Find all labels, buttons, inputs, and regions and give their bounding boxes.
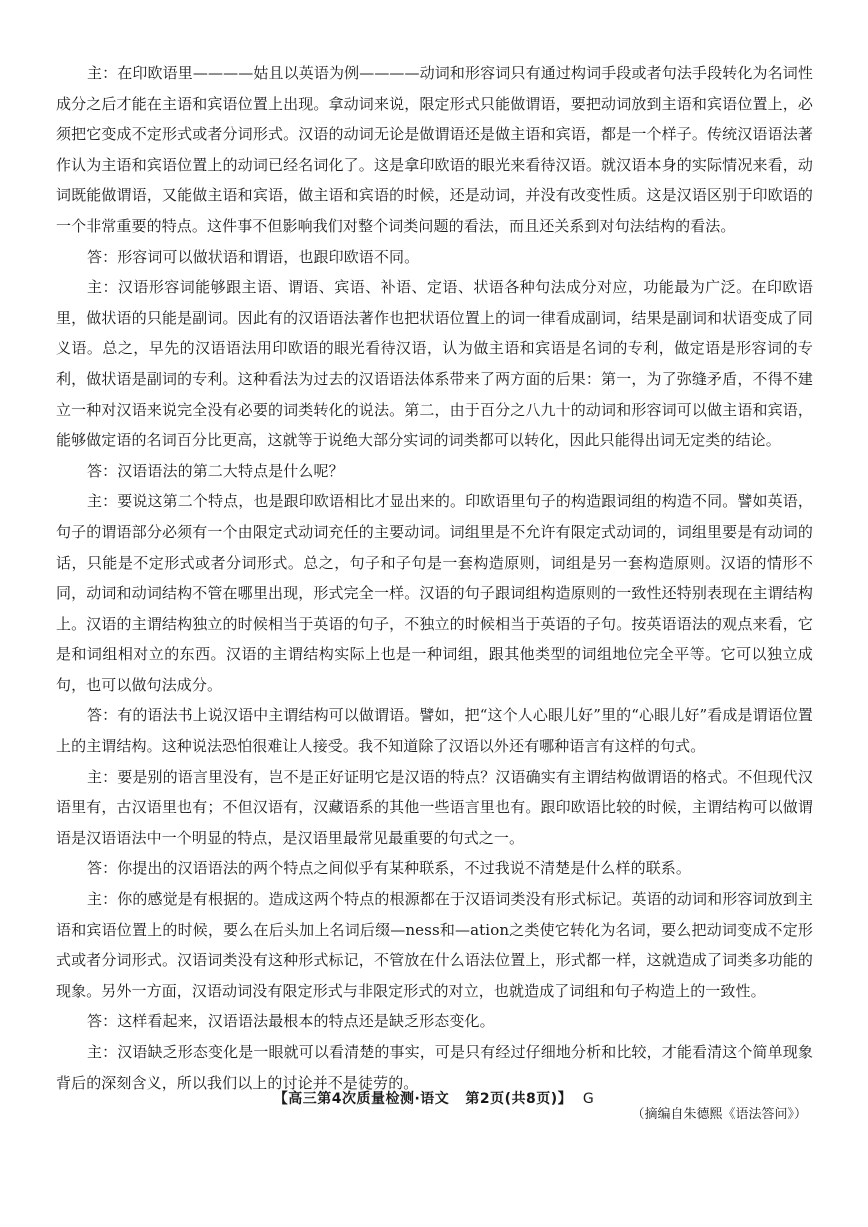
dialogue-paragraph-6: 答：有的语法书上说汉语中主谓结构可以做谓语。譬如，把“这个人心眼儿好”里的“心眼儿好”看成是谓语位置上的主谓结构。这种说法恐怕很难让人接受。我不知道除了汉语以外还有哪种语言有这样的句式。 [56,706,813,756]
dialogue-paragraph-9: 主：你的感觉是有根据的。造成这两个特点的根源都在于汉语词类没有形式标记。英语的动词和形容词放到主语和宾语位置上的时候，要么在后头加上名词后缀—ness和—ation之类使它转化为名词，要么把动词变成不定形式或者分词形式。汉语词类没有这种形式标记，不管放在什么语法位置上，形式都一样，这就造成了词类多功能的现象。另外一方面，汉语动词没有限定形式与非限定形式的对立，也就造成了词组和句子构造上的一致性。 [56,890,813,1000]
page-footer [0,1088,868,1108]
dialogue-paragraph-5: 主：要说这第二个特点，也是跟印欧语相比才显出来的。印欧语里句子的构造跟词组的构造不同。譬如英语，句子的谓语部分必须有一个由限定式动词充任的主要动词。词组里是不允许有限定式动词的，词组里要是有动词的话，只能是不定形式或者分词形式。总之，句子和子句是一套构造原则，词组是另一套构造原则。汉语的情形不同，动词和动词结构不管在哪里出现，形式完全一样。汉语的句子跟词组构造原则的一致性还特别表现在主谓结构上。汉语的主谓结构独立的时候相当于英语的句子，不独立的时候相当于英语的子句。按英语语法的观点来看，它是和词组相对立的东西。汉语的主谓结构实际上也是一种词组，跟其他类型的词组地位完全平等。它可以独立成句，也可以做句法成分。 [56,492,813,694]
dialogue-paragraph-2: 答：形容词可以做状语和谓语，也跟印欧语不同。 [87,247,420,266]
footer-exam-title: 【高三第4次质量检测·语文 [273,1091,450,1107]
dialogue-paragraph-3: 主：汉语形容词能够跟主语、谓语、宾语、补语、定语、状语各种句法成分对应，功能最为广泛。在印欧语里，做状语的只能是副词。因此有的汉语语法著作也把状语位置上的词一律看成副词，结果是副词和状语变成了同义语。总之，早先的汉语语法用印欧语的眼光看待汉语，认为做主语和宾语是名词的专利，做定语是形容词的专利，做状语是副词的专利。这种看法为过去的汉语语法体系带来了两方面的后果：第一，为了弥缝矛盾，不得不建立一种对汉语来说完全没有必要的词类转化的说法。第二，由于百分之八九十的动词和形容词可以做主语和宾语，能够做定语的名词百分比更高，这就等于说绝大部分实词的词类都可以转化，因此只能得出词无定类的结论。 [56,278,813,450]
source-citation: （摘编自朱德熙《语法答问》） [631,1107,807,1123]
dialogue-paragraph-1: 主：在印欧语里————姑且以英语为例————动词和形容词只有通过构词手段或者句法手段转化为名词性成分之后才能在主语和宾语位置上出现。拿动词来说，限定形式只能做谓语，要把动词放到主语和宾语位置上，必须把它变成不定形式或者分词形式。汉语的动词无论是做谓语还是做主语和宾语，都是一个样子。传统汉语语法著作认为主语和宾语位置上的动词已经名词化了。这是拿印欧语的眼光来看待汉语。就汉语本身的实际情况来看，动词既能做谓语，又能做主语和宾语，做主语和宾语的时候，还是动词，并没有改变性质。这是汉语区别于印欧语的一个非常重要的特点。这件事不但影响我们对整个词类问题的看法，而且还关系到对句法结构的看法。 [56,64,813,235]
dialogue-paragraph-10: 答：这样看起来，汉语语法最根本的特点还是缺乏形态变化。 [87,1012,495,1031]
dialogue-paragraph-8: 答：你提出的汉语语法的两个特点之间似乎有某种联系，不过我说不清楚是什么样的联系。 [87,859,692,878]
dialogue-paragraph-7: 主：要是别的语言里没有，岂不是正好证明它是汉语的特点？汉语确实有主谓结构做谓语的格式。不但现代汉语里有，古汉语里也有；不但汉语有，汉藏语系的其他一些语言里也有。跟印欧语比较的时候，主谓结构可以做谓语是汉语语法中一个明显的特点，是汉语里最常见最重要的句式之一。 [56,767,813,847]
footer-page-number: 第2页(共8页)】 [465,1091,573,1107]
dialogue-paragraph-11: 主：汉语缺乏形态变化是一眼就可以看清楚的事实，可是只有经过仔细地分析和比较，才能看清这个简单现象背后的深刻含义，所以我们以上的讨论并不是徒劳的。 [56,1043,813,1092]
footer-code: G [582,1091,595,1107]
dialogue-paragraph-4: 答：汉语语法的第二大特点是什么呢？ [87,461,344,480]
article-body [56,58,813,1128]
